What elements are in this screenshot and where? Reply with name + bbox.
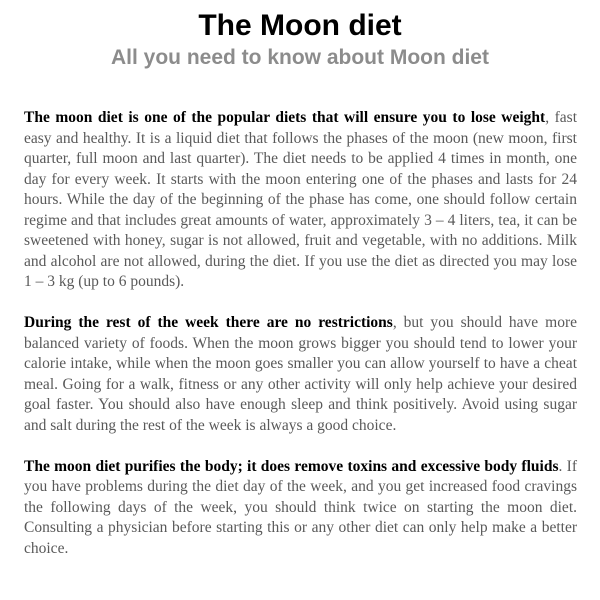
paragraph-text: , fast easy and healthy. It is a liquid diet that follows the phases of the moon (new moon, first quarter, full moon and last quarter). The diet needs to be applied 4 times in month, one day for every week. It starts with the moon entering one of the phases and lasts for 24 hours. While the day of the beginning of the phase has come, one should follow certain regime and that includes great amounts of water, approximately 3 – 4 liters, tea, it can be sweetened with honey, sugar is not allowed, fruit and vegetable, with no additions. Milk and alcohol are not allowed, during the diet. If you use the diet as directed you may lose 1 – 3 kg (up to 6 pounds). bbox=[24, 109, 577, 290]
paragraph-text: . If you have problems during the diet day of the week, and you get increased food cravings the following days of the week, you should think twice on starting the moon diet. Consulting a physician before starting this or any other diet can only help make a better choice. bbox=[24, 457, 577, 557]
paragraph-text: , but you should have more balanced variety of foods. When the moon grows bigger you should tend to lower your calorie intake, while when the moon goes smaller you can allow yourself to have a cheat meal. Going for a walk, fitness or any other activity will only help achieve your desired goal faster. You should also have enough sleep and think positively. Avoid using sugar and salt during the rest of the week is always a good choice. bbox=[24, 314, 577, 434]
paragraph-lead: The moon diet purifies the body; it does remove toxins and excessive body fluids bbox=[24, 457, 559, 475]
paragraph-purifies bbox=[24, 457, 577, 560]
paragraph-rest-of-week bbox=[24, 313, 577, 436]
paragraph-lead: During the rest of the week there are no restrictions bbox=[24, 314, 393, 331]
page-title: The Moon diet bbox=[198, 9, 402, 42]
paragraph-intro bbox=[24, 108, 577, 293]
article-body bbox=[24, 108, 577, 580]
paragraph-lead: The moon diet is one of the popular diets that will ensure you to lose weight bbox=[24, 109, 546, 126]
page-subtitle: All you need to know about Moon diet bbox=[111, 46, 489, 69]
